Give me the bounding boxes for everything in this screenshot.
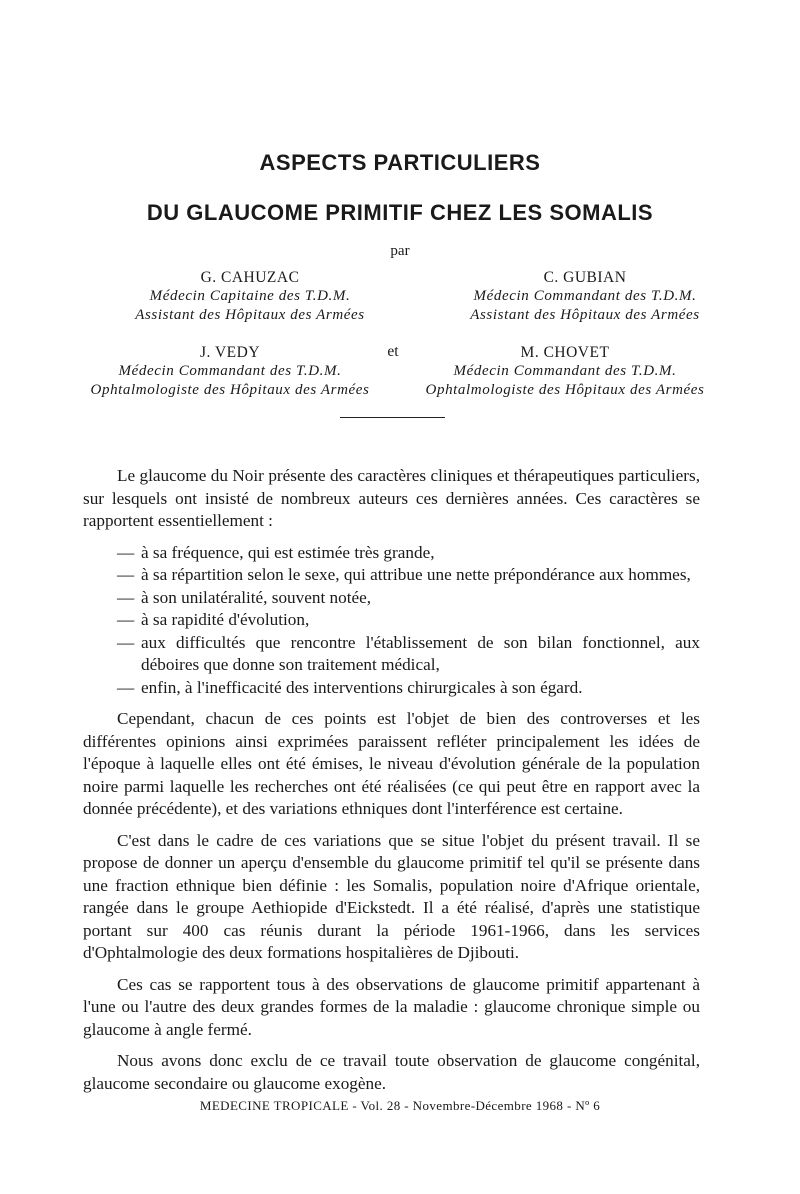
author-name: G. CAHUZAC: [200, 269, 300, 286]
list-item-text: enfin, à l'inefficacité des interventions chirurgicales à son égard.: [141, 677, 583, 697]
author-role: Médecin Capitaine des T.D.M.: [149, 288, 351, 304]
list: [83, 542, 700, 700]
author-block: [65, 343, 395, 400]
article-body: [83, 465, 700, 1104]
author-name: M. CHOVET: [520, 344, 610, 361]
author-block: [400, 343, 730, 400]
author-role: Médecin Commandant des T.D.M.: [473, 288, 697, 304]
list-item: [83, 677, 700, 700]
author-name: C. GUBIAN: [543, 269, 627, 286]
dash-marker: —: [117, 542, 135, 562]
author-block: [85, 268, 415, 325]
list-item-text: à son unilatéralité, souvent notée,: [141, 587, 372, 607]
list-item-text: à sa rapidité d'évolution,: [141, 610, 310, 629]
dash-marker: —: [117, 565, 135, 584]
dash-marker: —: [117, 587, 135, 607]
author-role: Médecin Commandant des T.D.M.: [118, 363, 342, 379]
list-item-text: aux difficultés que rencontre l'établissement de son bilan fonctionnel, aux déboires que donne son traitement médical,: [141, 632, 700, 674]
separator-rule: [340, 417, 445, 418]
title-line-1: ASPECTS PARTICULIERS: [259, 150, 541, 175]
author-role: Médecin Commandant des T.D.M.: [453, 363, 677, 379]
dash-marker: —: [117, 632, 135, 652]
author-name: J. VEDY: [199, 344, 261, 361]
author-role: Ophtalmologiste des Hôpitaux des Armées: [425, 382, 705, 398]
title-line-2: DU GLAUCOME PRIMITIF CHEZ LES SOMALIS: [146, 200, 654, 225]
list-item: [83, 587, 700, 610]
author-role: Assistant des Hôpitaux des Armées: [135, 307, 365, 323]
list-item: [83, 542, 700, 565]
paragraph: C'est dans le cadre de ces variations que se situe l'objet du présent travail. Il se propose de donner un aperçu d'ensemble du glaucome primitif tel qu'il se présente dans une fraction ethnique bien définie : les Somalis, population noire d'Afrique orientale, rangée dans le groupe Aethiopide d'Eickstedt. Il a été réalisé, d'après une statistique portant sur 400 cas réunis durant la période 1961-1966, dans les services d'Ophtalmologie des deux formations hospitalières de Djibouti.: [83, 830, 700, 962]
list-item: [83, 632, 700, 677]
par-label: par: [390, 243, 410, 259]
author-block: [420, 268, 750, 325]
journal-footer: MEDECINE TROPICALE - Vol. 28 - Novembre-Décembre 1968 - Nº 6: [199, 1098, 601, 1113]
list-item: [83, 564, 700, 587]
paragraph: Nous avons donc exclu de ce travail toute observation de glaucome congénital, glaucome secondaire ou glaucome exogène.: [83, 1051, 700, 1093]
author-role: Ophtalmologiste des Hôpitaux des Armées: [90, 382, 370, 398]
list-item-text: à sa fréquence, qui est estimée très grande,: [141, 542, 435, 562]
paragraph: Cependant, chacun de ces points est l'objet de bien des controverses et les différentes opinions ainsi exprimées paraissent refléter principalement les idées de l'époque à laquelle elles ont été émises, le niveau d'évolution générale de la population noire parmi laquelle les recherches ont été réalisées (ce qui peut être en rapport avec la donnée précédente), et des variations ethniques dont l'interférence est certaine.: [83, 709, 700, 818]
paragraph: Le glaucome du Noir présente des caractères cliniques et thérapeutiques particuliers, sur lesquels ont insisté de nombreux auteurs ces dernières années. Ces caractères se rapportent essentiellement :: [83, 466, 700, 530]
author-role: Assistant des Hôpitaux des Armées: [470, 307, 700, 323]
list-item: [83, 609, 700, 632]
list-item-text: à sa répartition selon le sexe, qui attribue une nette prépondérance aux hommes,: [141, 565, 691, 584]
paragraph: Ces cas se rapportent tous à des observations de glaucome primitif appartenant à l'une ou l'autre des deux grandes formes de la maladie : glaucome chronique simple ou glaucome à angle fermé.: [83, 974, 700, 1039]
et-label: et: [387, 343, 399, 360]
dash-marker: —: [117, 610, 135, 629]
dash-marker: —: [117, 677, 135, 697]
